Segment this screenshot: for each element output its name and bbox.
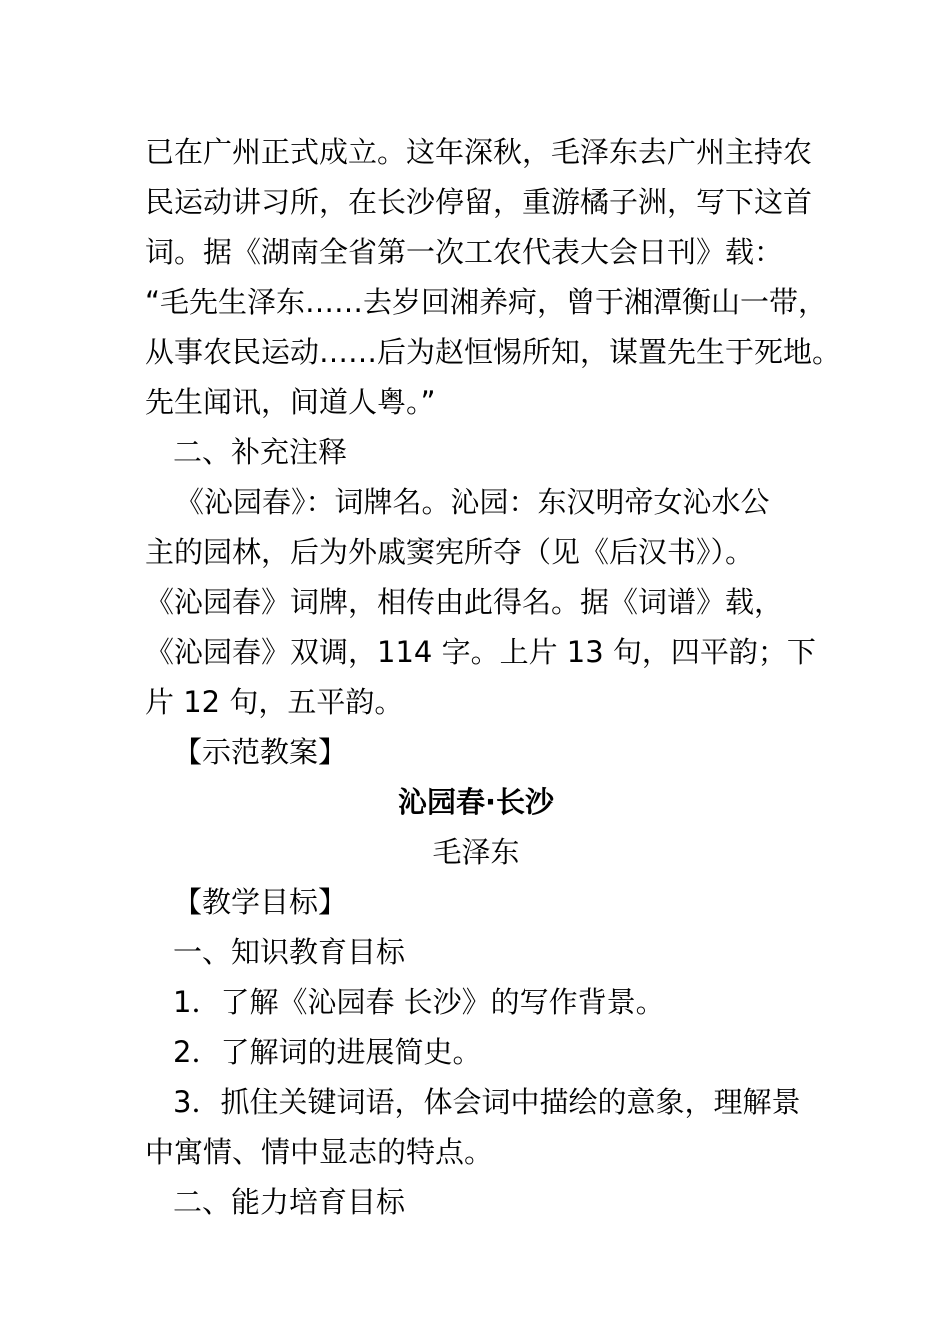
quote-line: “毛先生泽东……去岁回湘养疴，曾于湘潭衡山一带， xyxy=(145,285,828,319)
poem-title: 沁园春·长沙 xyxy=(397,785,555,819)
quote-line: 先生闻讯，间道人粤。” xyxy=(145,385,436,419)
annotation-line: 《沁园春》：词牌名。沁园：东汉明帝女沁水公 xyxy=(175,485,770,519)
lesson-plan-heading: 【示范教案】 xyxy=(173,735,348,769)
paragraph-line: 词。据《湖南全省第一次工农代表大会日刊》载： xyxy=(145,235,784,269)
goal-section-heading: 二、能力培育目标 xyxy=(173,1185,406,1219)
document-body xyxy=(145,127,842,1227)
goal-item: 1．了解《沁园春 长沙》的写作背景。 xyxy=(173,985,665,1019)
paragraph-line: 民运动讲习所，在长沙停留，重游橘子洲，写下这首 xyxy=(145,185,813,219)
goal-item: 2．了解词的进展简史。 xyxy=(173,1035,482,1069)
quote-line: 从事农民运动……后为赵恒惕所知，谋置先生于死地。 xyxy=(145,335,842,369)
annotation-line: 主的园林，后为外戚窦宪所夺（见《后汉书》）。 xyxy=(145,535,755,569)
goal-item: 3．抓住关键词语，体会词中描绘的意象，理解景 xyxy=(173,1085,801,1119)
goal-section-heading: 一、知识教育目标 xyxy=(173,935,406,969)
goal-item-continuation: 中寓情、情中显志的特点。 xyxy=(145,1135,494,1169)
annotation-line: 《沁园春》双调，114 字。上片 13 句，四平韵；下 xyxy=(145,635,816,669)
annotation-line: 《沁园春》词牌，相传由此得名。据《词谱》载， xyxy=(145,585,784,619)
poem-author: 毛泽东 xyxy=(432,835,520,869)
section-heading: 二、补充注释 xyxy=(173,435,348,469)
annotation-line: 片 12 句，五平韵。 xyxy=(145,685,404,719)
paragraph-line: 已在广州正式成立。这年深秋，毛泽东去广州主持农 xyxy=(145,135,813,169)
teaching-goals-heading: 【教学目标】 xyxy=(173,885,348,919)
